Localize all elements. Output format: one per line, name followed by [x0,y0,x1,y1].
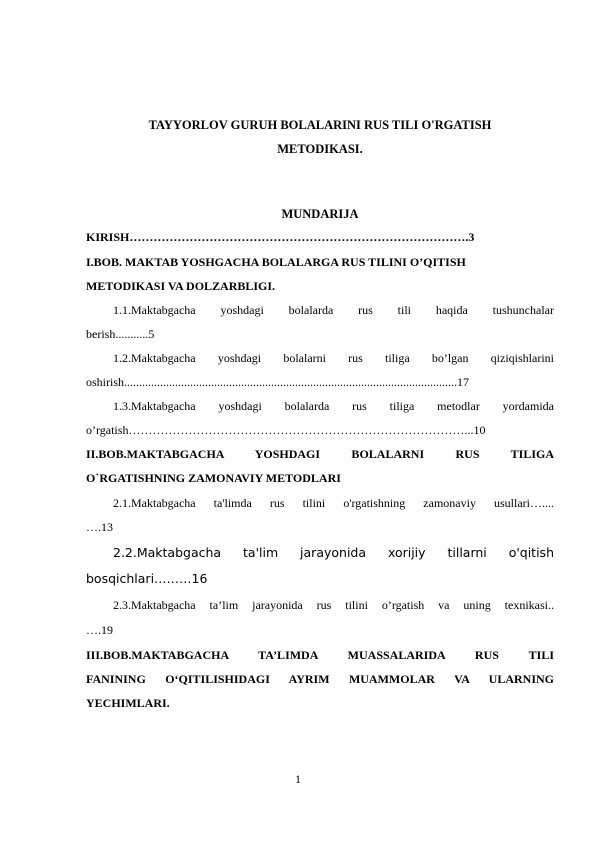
toc-section-2-3-line-1: 2.3.Maktabgacha ta’lim jarayonida rus tilini o’rgatish va uning texnikasi.. [113,598,554,612]
document-title [86,113,554,161]
toc-heading: MUNDARIJA [281,207,359,221]
toc-chapter-1-line-2: METODIKASI VA DOLZARBLIGI. [86,279,276,293]
page-number: 1 [295,772,301,786]
toc-section-1-2-line-1: 1.2.Maktabgacha yoshdagi bolalarni rus tiliga bo’lgan qiziqishlarini [113,351,554,365]
toc-section-2-2-line-1: 2.2.Maktabgacha ta'lim jarayonida xorijiy tillarni o'qitish [113,545,554,560]
toc-section-1-1-line-2: berish...........5 [86,327,155,341]
toc-section-1-3-line-1: 1.3.Maktabgacha yoshdagi bolalarda rus tiliga metodlar yordamida [113,399,554,413]
toc-section-2-1-line-2: ….13 [86,520,113,534]
toc-section-1-3-line-2: o’rgatish…………………………………………………………………………...10 [86,423,486,437]
toc-chapter-3-line-2: FANINING O‘QITILISHIDAGI AYRIM MUAMMOLAR VA ULARNING [86,672,554,686]
toc-chapter-1-line-1: I.BOB. MAKTAB YOSHGACHA BOLALARGA RUS TILINI O’QITISH [86,255,466,269]
toc-chapter-2-line-1: II.BOB.MAKTABGACHA YOSHDAGI BOLALARNI RUS TILIGA [86,447,554,461]
toc-section-1-1-line-1: 1.1.Maktabgacha yoshdagi bolalarda rus tili haqida tushunchalar [113,303,554,317]
toc-section-2-2-line-2: bosqichlari………16 [86,571,208,586]
toc-section-1-2-line-2: oshirish...............................................................................................................17 [86,375,470,389]
title-line-2: METODIKASI. [277,142,363,156]
toc-intro: KIRISH………………………………………………………………………….3 [86,230,475,244]
toc-chapter-3-line-3: YECHIMLARI. [86,696,170,710]
toc-section-2-1-line-1: 2.1.Maktabgacha ta'limda rus tilini o'rgatishning zamonaviy usullari….... [113,496,554,510]
toc-section-2-3-line-2: ….19 [86,623,113,637]
title-line-1: TAYYORLOV GURUH BOLALARINI RUS TILI O'RGATISH [148,118,492,132]
toc-chapter-2-line-2: O`RGATISHNING ZAMONAVIY METODLARI [86,471,341,485]
toc-chapter-3-line-1: III.BOB.MAKTABGACHA TA’LIMDA MUASSALARIDA RUS TILI [86,648,554,662]
